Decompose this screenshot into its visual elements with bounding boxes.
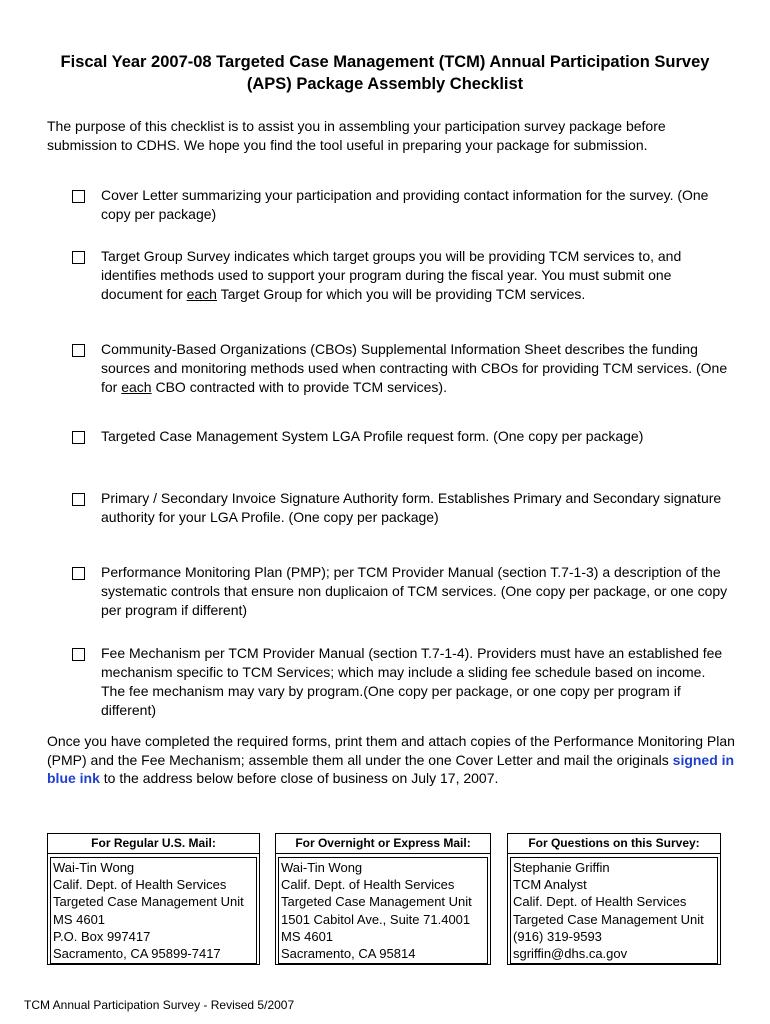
checkbox[interactable] xyxy=(72,431,85,444)
address-line: Sacramento, CA 95899-7417 xyxy=(53,946,221,962)
document-title xyxy=(20,51,750,95)
checkbox[interactable] xyxy=(72,493,85,506)
address-box-questions xyxy=(507,833,721,965)
address-line: TCM Analyst xyxy=(513,877,587,893)
blue-ink-highlight: signed in blue ink xyxy=(47,751,735,786)
title-line-1: Fiscal Year 2007-08 Targeted Case Management (TCM) Annual Participation Survey xyxy=(60,53,710,71)
intro-paragraph: The purpose of this checklist is to assist you in assembling your participation survey package before submission to CDHS. We hope you find the tool useful in preparing your package for submission. xyxy=(47,118,666,153)
title-line-2: (APS) Package Assembly Checklist xyxy=(246,75,524,93)
address-lines xyxy=(278,857,488,964)
address-line: Targeted Case Management Unit xyxy=(281,894,472,910)
checklist-item-text: Performance Monitoring Plan (PMP); per TCM Provider Manual (section T.7-1-3) a description of the systematic controls that ensure non duplicaion of TCM services. (One copy per package, or one copy per program if different) xyxy=(101,564,728,618)
address-box-header: For Questions on this Survey: xyxy=(508,834,720,854)
address-line: Stephanie Griffin xyxy=(513,860,610,875)
address-line: MS 4601 xyxy=(281,928,334,944)
address-line: MS 4601 xyxy=(53,911,106,927)
address-lines xyxy=(510,857,718,964)
address-box-regular-mail xyxy=(47,833,260,965)
address-box-header: For Regular U.S. Mail: xyxy=(48,834,259,854)
address-line: Targeted Case Management Unit xyxy=(513,911,704,927)
checklist-item-text: Targeted Case Management System LGA Profile request form. (One copy per package) xyxy=(101,428,644,444)
page-footer: TCM Annual Participation Survey - Revised 5/2007 xyxy=(24,998,295,1012)
address-box-header: For Overnight or Express Mail: xyxy=(276,834,490,854)
checklist-item-text: Community-Based Organizations (CBOs) Supplemental Information Sheet describes the funding sources and monitoring methods used when contracting with CBOs for providing TCM services. (One for each CBO contracted with to provide TCM services). xyxy=(101,341,728,395)
checklist-item-text: Fee Mechanism per TCM Provider Manual (section T.7-1-4). Providers must have an established fee mechanism specific to TCM Services; which may include a sliding fee schedule based on income. The fee mechanism may vary by program.(One copy per package, or one copy per program if different) xyxy=(101,645,723,718)
checkbox[interactable] xyxy=(72,251,85,264)
address-line: 1501 Cabitol Ave., Suite 71.4001 xyxy=(281,911,471,927)
address-line: Calif. Dept. of Health Services xyxy=(513,894,687,910)
email-link[interactable]: sgriffin@dhs.ca.gov xyxy=(513,946,628,962)
checkbox[interactable] xyxy=(72,567,85,580)
checkbox[interactable] xyxy=(72,190,85,203)
address-lines xyxy=(50,857,257,964)
address-line: Calif. Dept. of Health Services xyxy=(53,877,227,893)
address-line: Wai-Tin Wong xyxy=(281,860,363,875)
address-line: (916) 319-9593 xyxy=(513,928,602,944)
address-line: Targeted Case Management Unit xyxy=(53,894,244,910)
address-box-express-mail xyxy=(275,833,491,965)
checkbox[interactable] xyxy=(72,648,85,661)
address-line: Sacramento, CA 95814 xyxy=(281,946,416,962)
checklist-item-text: Cover Letter summarizing your participation and providing contact information for the survey. (One copy per package) xyxy=(101,187,709,222)
checklist-item-text: Target Group Survey indicates which target groups you will be providing TCM services to, and identifies methods used to support your program during the fiscal year. You must submit one document for each Target Group for which you will be providing TCM services. xyxy=(101,248,682,302)
address-line: P.O. Box 997417 xyxy=(53,928,151,944)
address-line: Calif. Dept. of Health Services xyxy=(281,877,455,893)
closing-paragraph: Once you have completed the required forms, print them and attach copies of the Performance Monitoring Plan (PMP) and the Fee Mechanism; assemble them all under the one Cover Letter and mail the originals signed in blue ink to the address below before close of business on July 17, 2007. xyxy=(47,733,735,786)
checkbox[interactable] xyxy=(72,344,85,357)
checklist-item-text: Primary / Secondary Invoice Signature Authority form. Establishes Primary and Secondary signature authority for your LGA Profile. (One copy per package) xyxy=(101,490,722,525)
address-line: Wai-Tin Wong xyxy=(53,860,135,875)
